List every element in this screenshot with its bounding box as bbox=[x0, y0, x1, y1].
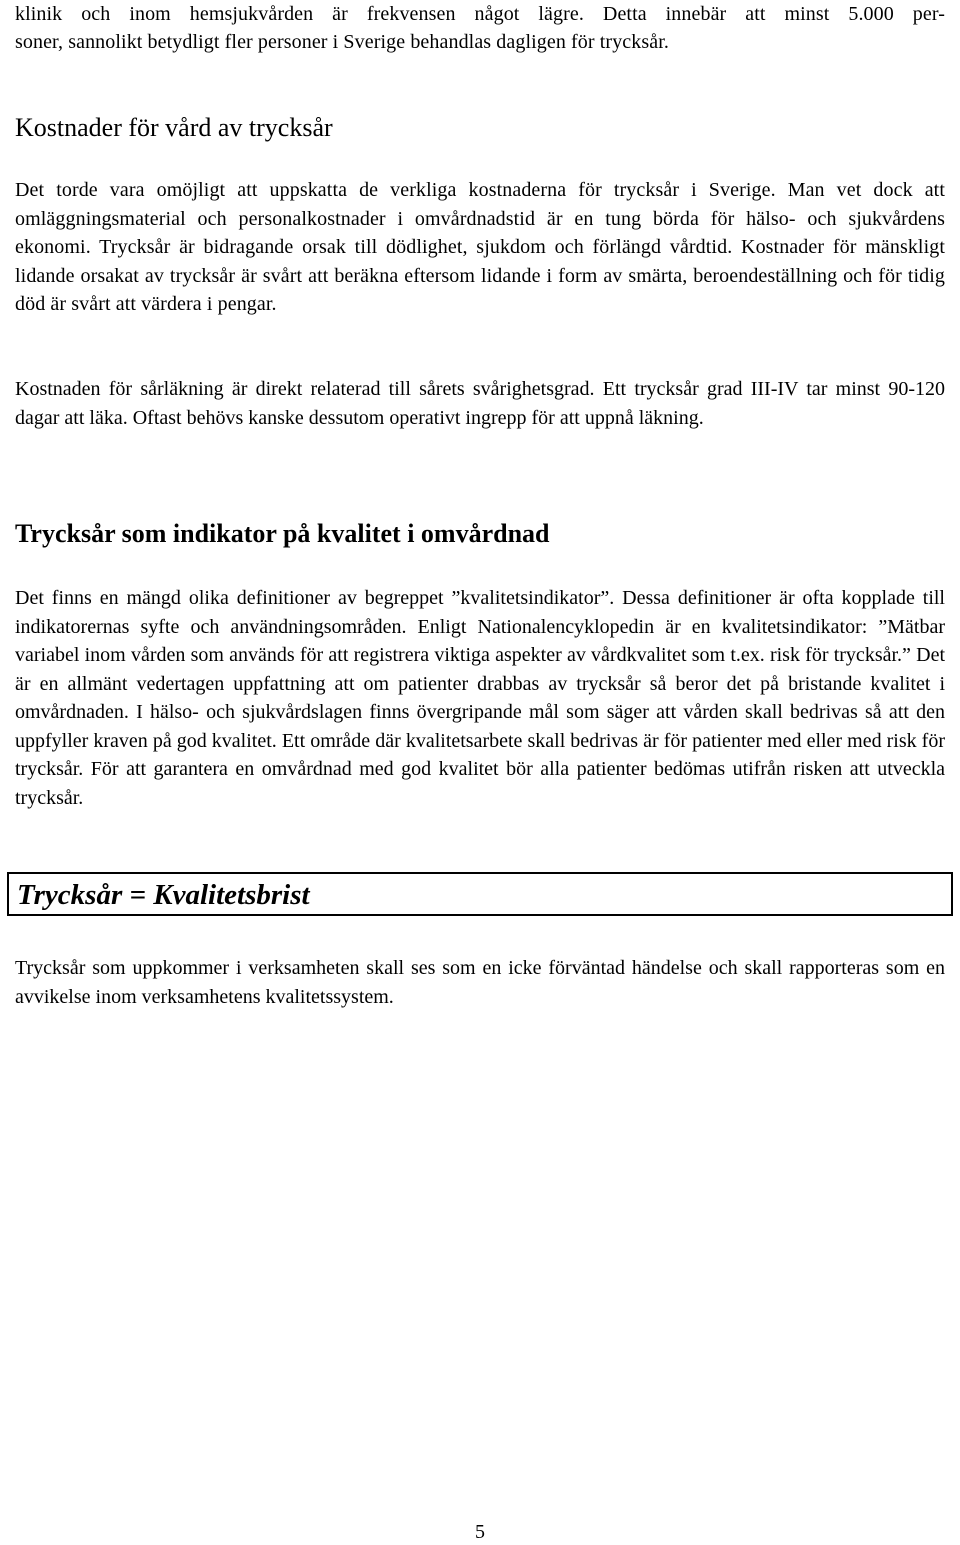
costs-paragraph-1: Det torde vara omöjligt att uppskatta de verkliga kostnaderna för trycksår i Sverige. Man vet dock att omläggningsmaterial och personalkostnader i omvårdnadstid är en tung börda för hälso- och sjukvårdens ekonomi. Trycksår är bidragande orsak till dödlighet, sjukdom och förlängd vårdtid. Kostnader för mänskligt lidande orsakat av trycksår är svårt att beräkna eftersom lidande i form av smärta, beroendeställning och för tidig död är svårt att värdera i pengar. bbox=[15, 179, 945, 315]
intro-line-1: klinik och inom hemsjukvården är frekvensen något lägre. Detta innebär att minst 5.000 per- bbox=[15, 3, 945, 25]
box-paragraph: Trycksår som uppkommer i verksamheten skall ses som en icke förväntad händelse och skall rapporteras som en avvikelse inom verksamhetens kvalitetssystem. bbox=[15, 957, 945, 1008]
page-number: 5 bbox=[475, 1521, 485, 1543]
quality-paragraph: Det finns en mängd olika definitioner av begreppet ”kvalitetsindikator”. Dessa definitioner är ofta kopplade till indikatorernas syfte och användningsområden. Enligt Nationalencyklopedin är en kvalitetsindikator: ”Mätbar variabel inom vården som används för att registrera viktiga aspekter av vårdkvalitet som t.ex. risk för trycksår.” Det är en allmänt vedertagen uppfattning att om patienter drabbas av trycksår så beror det på bristande kvalitet i omvårdnaden. I hälso- och sjukvårdslagen finns övergripande mål som säger att vården skall bedrivas så att den uppfyller kraven på god kvalitet. Ett område där kvalitetsarbete skall bedrivas är för patienter med eller med risk för trycksår. För att garantera en omvårdnad med god kvalitet bör alla patienter bedömas utifrån risken att utveckla trycksår. bbox=[15, 587, 945, 809]
box-heading: Trycksår = Kvalitetsbrist bbox=[17, 879, 310, 911]
quality-heading: Trycksår som indikator på kvalitet i omvårdnad bbox=[15, 519, 550, 548]
costs-heading: Kostnader för vård av trycksår bbox=[15, 113, 333, 142]
costs-paragraph-2: Kostnaden för sårläkning är direkt relaterad till sårets svårighetsgrad. Ett trycksår grad III-IV tar minst 90-120 dagar att läka. Oftast behövs kanske dessutom operativt ingrepp för att uppnå läkning. bbox=[15, 378, 945, 429]
intro-line-2: soner, sannolikt betydligt fler personer i Sverige behandlas dagligen för trycksår. bbox=[15, 31, 669, 53]
highlight-box bbox=[7, 872, 953, 916]
